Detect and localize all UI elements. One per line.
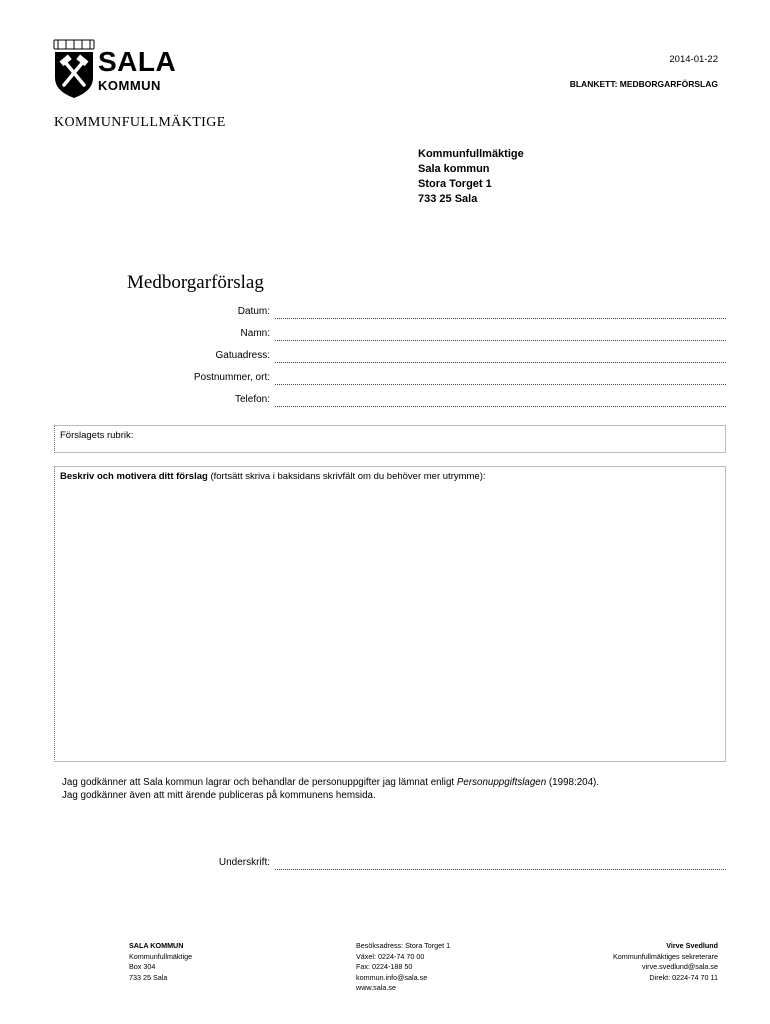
recipient-line: Sala kommun: [418, 163, 490, 175]
crossed-hammers-shield-crown-logo-icon: [52, 38, 96, 100]
section-title: KOMMUNFULLMÄKTIGE: [54, 115, 226, 130]
phone-field-input[interactable]: [275, 406, 726, 407]
footer-website-link[interactable]: www.sala.se: [356, 983, 396, 992]
recipient-line: Kommunfullmäktige: [418, 148, 524, 160]
sala-kommun-logo: [52, 38, 177, 100]
proposal-title-label: Förslagets rubrik:: [60, 430, 134, 441]
description-label-rest: (fortsätt skriva i baksidans skrivfält om du behöver mer utrymme):: [207, 471, 486, 482]
postal-code-city-field-input[interactable]: [275, 384, 726, 385]
proposal-description-box[interactable]: [54, 466, 726, 762]
street-address-field: [120, 350, 726, 366]
signature-field-label: Underskrift:: [218, 857, 270, 868]
consent-line-1-start: Jag godkänner att Sala kommun lagrar och behandlar de personuppgifter jag lämnat enligt: [62, 777, 457, 788]
proposal-title-box[interactable]: [54, 425, 726, 453]
logo-subtitle: KOMMUN: [98, 78, 161, 93]
name-field-label: Namn:: [240, 328, 270, 339]
proposal-description-label: [60, 471, 486, 482]
footer-switchboard: Växel: 0224-74 70 00: [356, 951, 425, 961]
footer-secretary-phone: Direkt: 0224-74 70 11: [649, 972, 718, 982]
recipient-address: [418, 147, 524, 207]
logo-name: SALA: [98, 46, 177, 77]
postal-code-city-field-label: Postnummer, ort:: [193, 372, 270, 383]
footer-email-link[interactable]: kommun.info@sala.se: [356, 972, 428, 982]
footer-visit-address: Besöksadress: Stora Torget 1: [356, 941, 451, 950]
form-heading: Medborgarförslag: [127, 272, 264, 293]
date-field-input[interactable]: [275, 318, 726, 319]
consent-line-1: [62, 776, 599, 789]
footer-secretary-email-link[interactable]: virve.svedlund@sala.se: [641, 962, 718, 971]
date-field-label: Datum:: [237, 306, 270, 317]
footer-organization: [129, 941, 192, 983]
consent-line-2: Jag godkänner även att mitt ärende publiceras på kommunens hemsida.: [62, 790, 376, 801]
recipient-line: 733 25 Sala: [418, 193, 478, 205]
signature-field-input[interactable]: [275, 869, 726, 870]
date-field: [120, 306, 726, 322]
street-address-field-label: Gatuadress:: [215, 350, 270, 361]
consent-law-name: Personuppgiftslagen: [456, 777, 547, 788]
footer-org-line: Kommunfullmäktige: [129, 951, 193, 961]
phone-field: [120, 394, 726, 410]
recipient-line: Stora Torget 1: [418, 178, 492, 190]
document-date: 2014-01-22: [669, 54, 718, 65]
phone-field-label: Telefon:: [234, 394, 270, 405]
footer-secretary: [613, 941, 718, 983]
signature-field: [120, 857, 726, 873]
consent-line-1-end: (1998:204).: [546, 777, 600, 788]
form-id: BLANKETT: MEDBORGARFÖRSLAG: [569, 79, 718, 89]
footer-fax: Fax: 0224-188 50: [356, 962, 413, 971]
footer-secretary-name: Virve Svedlund: [666, 941, 718, 950]
street-address-field-input[interactable]: [275, 362, 726, 363]
name-field-input[interactable]: [275, 340, 726, 341]
name-field: [120, 328, 726, 344]
footer-org-name: SALA KOMMUN: [129, 941, 184, 950]
footer-org-line: Box 304: [129, 962, 156, 971]
footer-org-line: 733 25 Sala: [129, 972, 168, 982]
footer-contact: [356, 941, 450, 994]
consent-text: [62, 776, 599, 802]
description-label-bold: Beskriv och motivera ditt förslag: [60, 471, 208, 482]
postal-code-city-field: [120, 372, 726, 388]
footer-secretary-title: Kommunfullmäktiges sekreterare: [612, 951, 718, 961]
